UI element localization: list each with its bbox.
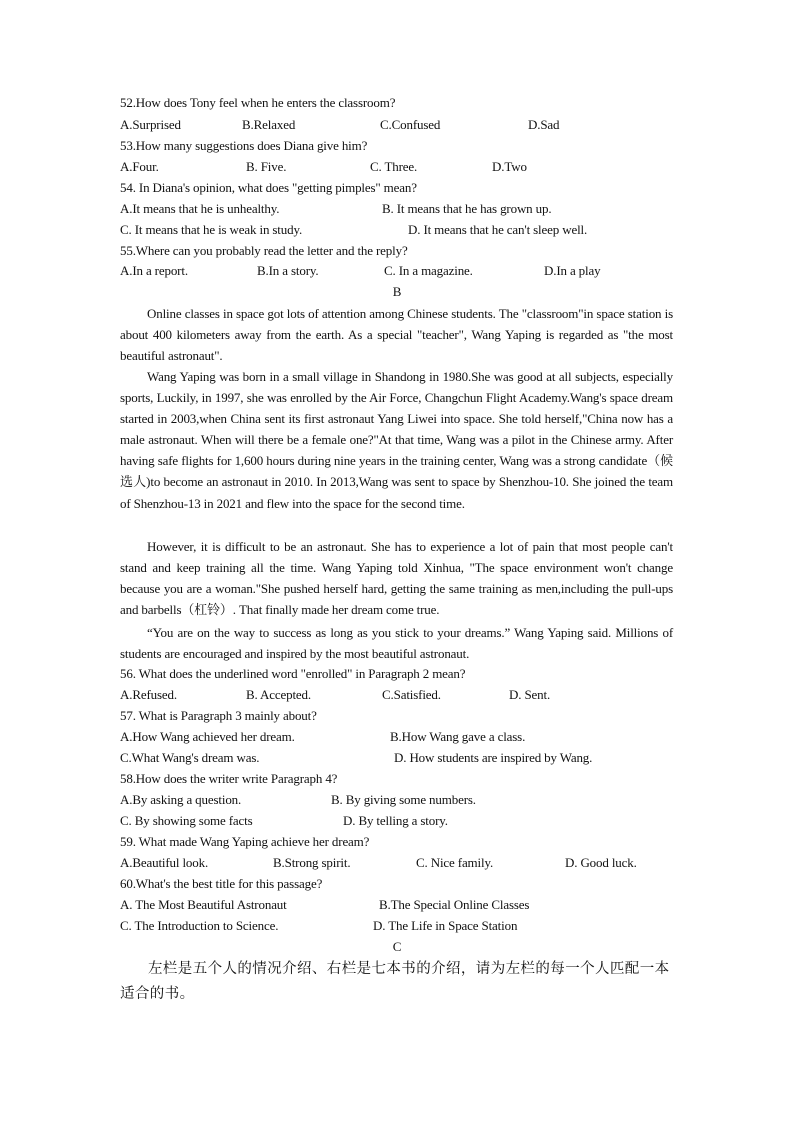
q54-option-b: B. It means that he has grown up. [382, 201, 552, 216]
q57-option-a: A.How Wang achieved her dream. [120, 729, 295, 744]
q60-option-a: A. The Most Beautiful Astronaut [120, 897, 287, 912]
question-58: 58.How does the writer write Paragraph 4? [120, 771, 338, 786]
question-55: 55.Where can you probably read the letter and the reply? [120, 243, 408, 258]
section-b-label: B [392, 284, 402, 299]
q56-option-d: D. Sent. [509, 687, 551, 702]
q54-option-c: C. It means that he is weak in study. [120, 222, 303, 237]
passage-b-paragraph-4: “You are on the way to success as long as you stick to your dreams.” Wang Yaping said. Millions of students are encouraged and inspired by the most beautiful astronaut. [120, 625, 673, 662]
question-54: 54. In Diana's opinion, what does "getting pimples" mean? [120, 180, 417, 195]
question-57: 57. What is Paragraph 3 mainly about? [120, 708, 317, 723]
q54-option-d: D. It means that he can't sleep well. [408, 222, 588, 237]
q57-option-d: D. How students are inspired by Wang. [394, 750, 593, 765]
q60-option-c: C. The Introduction to Science. [120, 918, 279, 933]
q57-option-b: B.How Wang gave a class. [390, 729, 526, 744]
section-c-label: C [392, 939, 402, 954]
q53-option-a: A.Four. [120, 159, 159, 174]
q59-option-b: B.Strong spirit. [273, 855, 351, 870]
q59-option-c: C. Nice family. [416, 855, 494, 870]
passage-b-paragraph-1: Online classes in space got lots of attention among Chinese students. The "classroom"in space station is about 400 kilometers away from the earth. As a special "teacher", Wang Yaping is regarded as "the most beautiful astronaut". [120, 306, 673, 364]
q59-option-d: D. Good luck. [565, 855, 637, 870]
q60-option-b: B.The Special Online Classes [379, 897, 530, 912]
q57-option-c: C.What Wang's dream was. [120, 750, 260, 765]
q53-option-d: D.Two [492, 159, 527, 174]
q52-option-d: D.Sad [528, 117, 560, 132]
passage-b-paragraph-2: Wang Yaping was born in a small village in Shandong in 1980.She was good at all subjects, especially sports, Luckily, in 1997, she was enrolled by the Air Force, Changchun Flight Academy.Wang's space dream started in 2003,when China sent its first astronaut Yang Liwei into space. She told herself,"China now has a male astronaut. When will there be a female one?"At that time, Wang was a pilot in the Chinese army. After having safe flights for 1,600 hours during nine years in the training center, Wang was a strong candidate（候选人)to become an astronaut in 2010. In 2013,Wang was sent to space by Shenzhou-10. She joined the team of Shenzhou-13 in 2021 and flew into the space for the second time. [120, 369, 673, 511]
question-53: 53.How many suggestions does Diana give him? [120, 138, 368, 153]
q55-option-d: D.In a play [544, 263, 601, 278]
question-56: 56. What does the underlined word "enrolled" in Paragraph 2 mean? [120, 666, 466, 681]
question-52: 52.How does Tony feel when he enters the classroom? [120, 95, 396, 110]
q52-option-b: B.Relaxed [242, 117, 296, 132]
q52-option-c: C.Confused [380, 117, 441, 132]
q60-option-d: D. The Life in Space Station [373, 918, 518, 933]
q55-option-a: A.In a report. [120, 263, 188, 278]
q53-option-c: C. Three. [370, 159, 418, 174]
q58-option-a: A.By asking a question. [120, 792, 242, 807]
q56-option-c: C.Satisfied. [382, 687, 441, 702]
q56-option-a: A.Refused. [120, 687, 177, 702]
passage-b-paragraph-3: However, it is difficult to be an astronaut. She has to experience a lot of pain that most people can't stand and keep training all the time. Wang Yaping told Xinhua, "The space environment won't change because you are a woman."She pushed herself hard, getting the same training as men,including the pull-ups and barbells（杠铃）. That finally made her dream come true. [120, 539, 673, 618]
q58-option-d: D. By telling a story. [343, 813, 448, 828]
question-59: 59. What made Wang Yaping achieve her dream? [120, 834, 370, 849]
q55-option-c: C. In a magazine. [384, 263, 473, 278]
q53-option-b: B. Five. [246, 159, 287, 174]
q56-option-b: B. Accepted. [246, 687, 311, 702]
q58-option-c: C. By showing some facts [120, 813, 253, 828]
q54-option-a: A.It means that he is unhealthy. [120, 201, 280, 216]
question-60: 60.What's the best title for this passage? [120, 876, 323, 891]
q55-option-b: B.In a story. [257, 263, 319, 278]
q58-option-b: B. By giving some numbers. [331, 792, 476, 807]
section-c-instruction: 左栏是五个人的情况介绍、右栏是七本书的介绍，请为左栏的每一个人匹配一本适合的书。 [120, 961, 670, 1002]
q52-option-a: A.Surprised [120, 117, 181, 132]
q59-option-a: A.Beautiful look. [120, 855, 209, 870]
